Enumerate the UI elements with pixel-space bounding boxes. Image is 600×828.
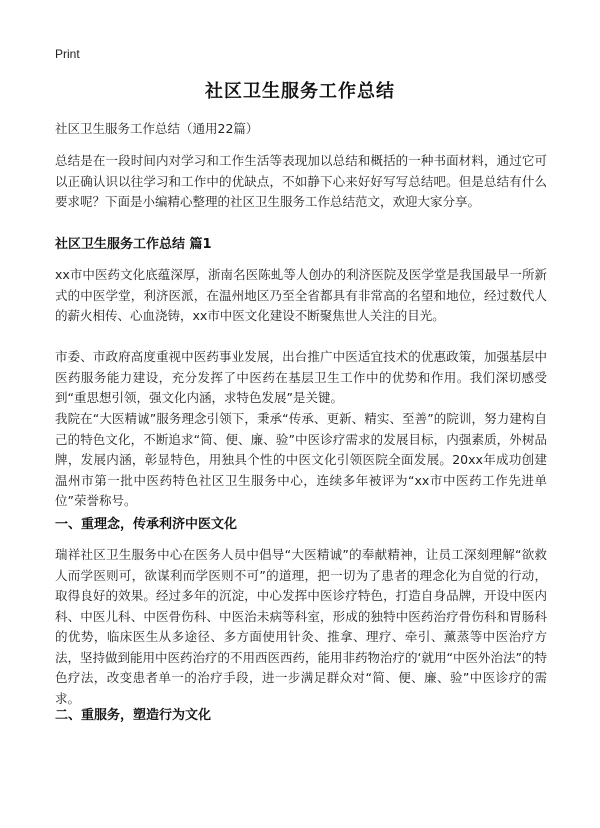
document-subtitle: 社区卫生服务工作总结（通用22篇）: [55, 121, 259, 136]
body-paragraph-1: xx市中医药文化底蕴深厚，浙南名医陈虬等人创办的利济医院及医学堂是我国最早一所新式的中医学堂，利济医派，在温州地区乃至全省都具有非常高的名望和地位，经过数代人的薪火相传、心血浇铸，xx市中医文化建设不断聚焦世人关注的目光。: [55, 267, 547, 323]
intro-paragraph: 总结是在一段时间内对学习和工作生活等表现加以总结和概括的一种书面材料，通过它可以正确认识以往学习和工作中的优缺点，不如静下心来好好写写总结吧。但是总结有什么要求呢？下面是小编精心整理的社区卫生服务工作总结范文，欢迎大家分享。: [55, 153, 547, 209]
document-title: 社区卫生服务工作总结: [205, 81, 395, 102]
body-paragraph-3: 我院在“大医精诚”服务理念引领下，秉承“传承、更新、精实、至善”的院训，努力建构自己的特色文化，不断追求“简、便、廉、验”中医诊疗需求的发展目标，内强素质，外树品牌，发展内涵，彰显特色，用独具个性的中医文化引领医院全面发展。20xx年成功创建温州市第一批中医药特色社区卫生服务中心，连续多年被评为“xx市中医药工作先进单位”荣誉称号。: [55, 411, 547, 508]
section-1-paragraph: 瑞祥社区卫生服务中心在医务人员中倡导“大医精诚”的奉献精神，让员工深刻理解“欲救人而学医则可，欲谋利而学医则不可”的道理，把一切为了患者的理念化为自觉的行动，取得良好的效果。经过多年的沉淀，中心发挥中医诊疗特色，打造自身品牌，开设中医内科、中医儿科、中医骨伤科、中医治未病等科室，形成的独特中医药治疗骨伤科和胃肠科的优势，临床医生从多途径、多方面使用针灸、推拿、理疗、牵引、薰蒸等中医治疗方法，坚持做到能用中医药治疗的不用西医西药，能用非药物治疗的‘就用“中医外治法”的特色疗法，改变患者单一的治疗手段，进一步满足群众对“简、便、廉、验”中医诊疗的需求。: [55, 547, 547, 706]
body-paragraph-2: 市委、市政府高度重视中医药事业发展，出台推广中医适宜技术的优惠政策，加强基层中医药服务能力建设，充分发挥了中医药在基层卫生工作中的优势和作用。我们深切感受到“重思想引领，强文化内涵，求特色发展”是关键。: [55, 349, 547, 405]
article-heading: 社区卫生服务工作总结 篇1: [55, 237, 212, 252]
section-heading-2: 二、重服务，塑造行为文化: [55, 708, 212, 723]
print-link[interactable]: Print: [55, 47, 80, 61]
section-heading-1: 一、重理念，传承利济中医文化: [55, 517, 238, 532]
